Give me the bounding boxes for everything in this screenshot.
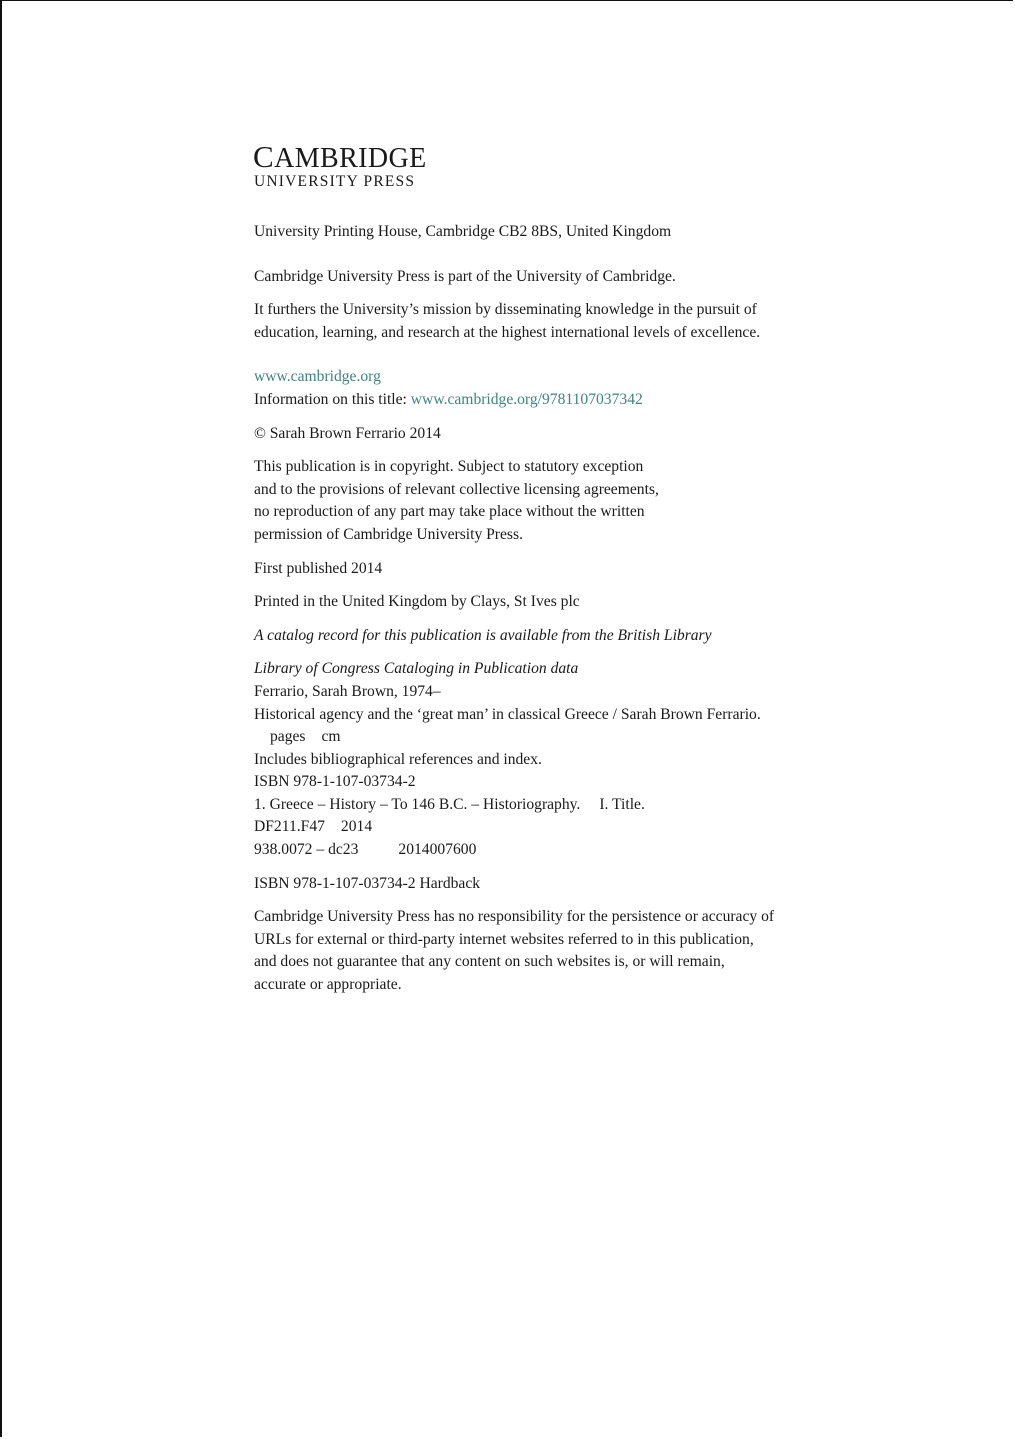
cip-author: Ferrario, Sarah Brown, 1974–: [254, 682, 441, 700]
cip-lc-year: 2014: [340, 818, 373, 836]
copyright-notice: © Sarah Brown Ferrario 2014: [254, 424, 441, 442]
disclaimer-block: [254, 906, 814, 996]
rights-line-2: and to the provisions of relevant collective licensing agreements,: [254, 480, 659, 498]
rights-line-1: This publication is in copyright. Subject to statutory exception: [254, 458, 644, 476]
about-line-2: It furthers the University’s mission by disseminating knowledge in the pursuit of: [254, 301, 757, 319]
cambridge-website-link[interactable]: www.cambridge.org: [254, 368, 381, 386]
web-block: [254, 366, 814, 411]
publisher-address: University Printing House, Cambridge CB2 8BS, United Kingdom: [254, 223, 672, 240]
logo-initial: C: [253, 139, 275, 174]
catalog-record: A catalog record for this publication is available from the British Library: [254, 626, 712, 644]
cip-dewey: 938.0072 – dc23: [254, 841, 359, 859]
cip-lc-class: DF211.F47: [254, 818, 325, 836]
cambridge-logo: [253, 139, 814, 190]
logo-university-press: UNIVERSITY PRESS: [254, 173, 416, 190]
cip-lc-line: [254, 816, 814, 839]
cip-lccn: 2014007600: [398, 841, 477, 859]
disclaimer-line-4: accurate or appropriate.: [254, 976, 402, 994]
cip-dewey-line: [254, 839, 814, 862]
about-line-3: education, learning, and research at the highest international levels of excellence.: [254, 323, 761, 341]
cip-subject-line: [254, 794, 814, 817]
disclaimer-line-1: Cambridge University Press has no responsibility for the persistence or accuracy of: [254, 908, 775, 926]
info-label: Information on this title:: [254, 390, 411, 408]
cip-pages-label: pages: [270, 728, 306, 746]
cip-pages: [254, 726, 814, 749]
cip-title: Historical agency and the ‘great man’ in classical Greece / Sarah Brown Ferrario.: [254, 705, 761, 723]
disclaimer-line-2: URLs for external or third-party internet websites referred to in this publication,: [254, 930, 754, 948]
cip-cm-label: cm: [321, 728, 341, 746]
cip-subject: 1. Greece – History – To 146 B.C. – Historiography.: [254, 795, 581, 813]
about-line-1: Cambridge University Press is part of the University of Cambridge.: [254, 267, 676, 285]
logo-rest: AMBRIDGE: [274, 143, 427, 174]
copyright-page-content: [253, 139, 814, 997]
cip-includes: Includes bibliographical references and index.: [254, 750, 542, 768]
rights-line-3: no reproduction of any part may take place without the written: [254, 503, 645, 521]
cip-isbn: ISBN 978-1-107-03734-2: [254, 773, 416, 791]
isbn-hardback: ISBN 978-1-107-03734-2 Hardback: [254, 874, 481, 892]
cip-block: [254, 658, 814, 861]
cip-heading: Library of Congress Cataloging in Publication data: [254, 660, 579, 678]
first-published: First published 2014: [254, 559, 383, 577]
printed-in: Printed in the United Kingdom by Clays, St Ives plc: [254, 593, 580, 611]
rights-block: [254, 456, 814, 546]
logo-cambridge: [253, 139, 814, 174]
about-block: [254, 266, 814, 345]
disclaimer-line-3: and does not guarantee that any content on such websites is, or will remain,: [254, 953, 725, 971]
title-info-link[interactable]: www.cambridge.org/9781107037342: [410, 390, 643, 408]
rights-line-4: permission of Cambridge University Press.: [254, 525, 523, 543]
cip-subject-title: I. Title.: [599, 795, 645, 813]
